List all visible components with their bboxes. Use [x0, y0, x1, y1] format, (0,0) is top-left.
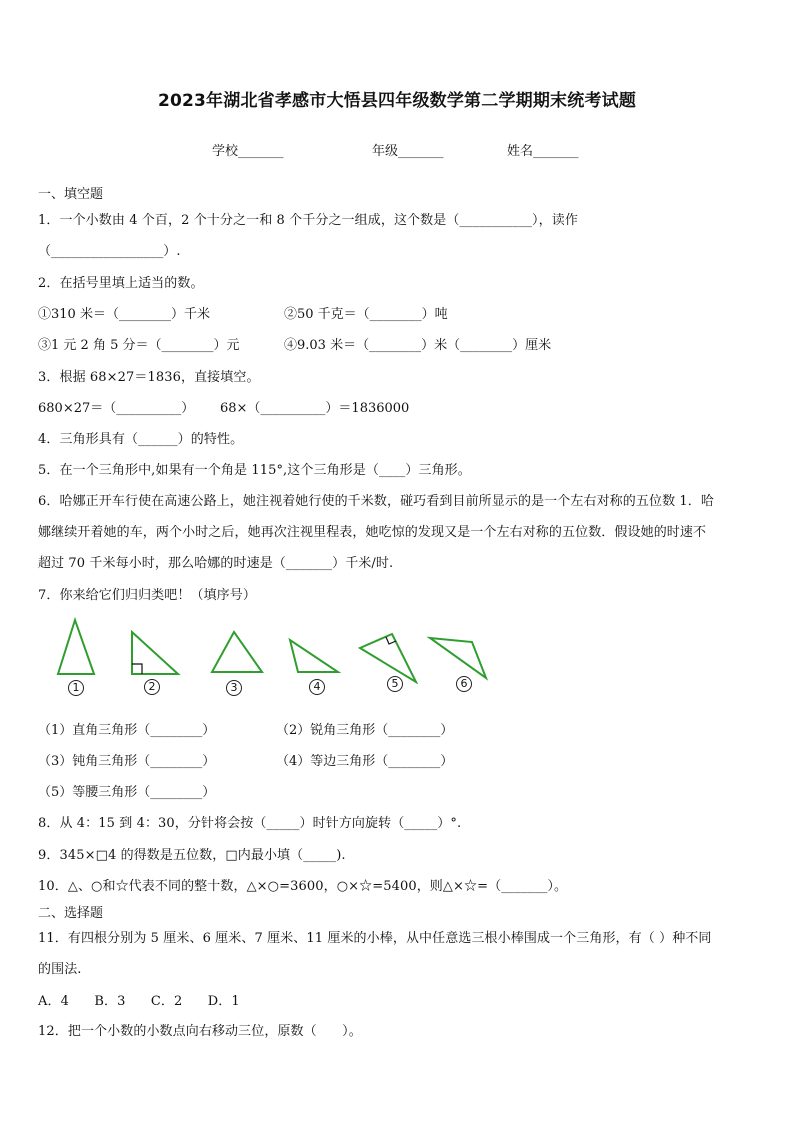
- question-3-a: 680×27＝（__________）: [38, 401, 195, 416]
- page-title: 2023年湖北省孝感市大悟县四年级数学第二学期期末统考试题: [157, 91, 637, 111]
- question-12: 12．把一个小数的小数点向右移动三位，原数（ ）。: [38, 1024, 362, 1039]
- triangle-label-2: 2: [144, 679, 160, 695]
- triangle-3: [212, 632, 262, 672]
- question-7-stem: 7．你来给它们归归类吧！（填序号）: [38, 588, 256, 603]
- triangle-1: [58, 620, 94, 674]
- question-1-line-1: 1．一个小数由 4 个百，2 个十分之一和 8 个千分之一组成，这个数是（___________），读作: [38, 213, 578, 228]
- triangle-label-5: 5: [387, 676, 403, 692]
- question-3-stem: 3．根据 68×27＝1836，直接填空。: [38, 370, 260, 385]
- question-2-stem: 2．在括号里填上适当的数。: [38, 276, 204, 291]
- name-field: 姓名_______: [507, 144, 579, 159]
- grade-field: 年级_______: [372, 144, 444, 159]
- question-4: 4．三角形具有（______）的特性。: [38, 432, 244, 447]
- question-2-d: ④9.03 米＝（________）米（________）厘米: [284, 338, 552, 353]
- question-7-c: （3）钝角三角形（________）: [38, 754, 216, 769]
- question-2-a: ①310 米＝（________）千米: [38, 307, 210, 322]
- triangle-label-3: 3: [226, 680, 242, 696]
- section-multiple-choice: 二、选择题: [38, 906, 104, 921]
- question-7-b: （2）锐角三角形（________）: [276, 723, 454, 738]
- question-2-c: ③1 元 2 角 5 分＝（________）元: [38, 338, 240, 353]
- triangle-label-6: 6: [456, 676, 472, 692]
- question-1-line-2: （_________________）.: [38, 244, 181, 259]
- question-9: 9．345×□4 的得数是五位数，□内最小填（_____).: [38, 848, 346, 863]
- question-6-line-3: 超过 70 千米每小时，那么哈娜的时速是（_______）千米/时.: [38, 556, 394, 571]
- question-11-line-2: 的围法.: [38, 962, 82, 977]
- triangles-figure: [40, 612, 510, 684]
- triangle-2: [132, 632, 178, 674]
- question-7-a: （1）直角三角形（________）: [38, 723, 216, 738]
- triangle-6: [430, 638, 486, 678]
- triangle-4: [290, 640, 338, 672]
- triangle-label-4: 4: [309, 679, 325, 695]
- question-11-line-1: 11．有四根分别为 5 厘米、6 厘米、7 厘米、11 厘米的小棒，从中任意选三根小棒围成一个三角形，有（ ）种不同: [38, 931, 712, 946]
- question-7-d: （4）等边三角形（________）: [276, 754, 454, 769]
- question-11-options: A．4 B．3 C．2 D．1: [38, 994, 240, 1009]
- section-fill-blank: 一、填空题: [38, 187, 104, 202]
- question-10: 10．△、○和☆代表不同的整十数，△×○=3600，○×☆=5400，则△×☆=（_______）。: [38, 879, 568, 894]
- question-6-line-1: 6．哈娜正开车行使在高速公路上，她注视着她行使的千米数，碰巧看到目前所显示的是一个左右对称的五位数 1．哈: [38, 494, 714, 509]
- question-6-line-2: 娜继续开着她的车，两个小时之后，她再次注视里程表，她吃惊的发现又是一个左右对称的五位数．假设她的时速不: [38, 525, 707, 540]
- triangle-label-1: 1: [68, 680, 84, 696]
- school-field: 学校_______: [212, 144, 284, 159]
- question-7-e: （5）等腰三角形（________）: [38, 785, 216, 800]
- question-5: 5．在一个三角形中,如果有一个角是 115°,这个三角形是（____）三角形。: [38, 463, 471, 478]
- question-3-b: 68×（__________）＝1836000: [220, 401, 410, 416]
- question-2-b: ②50 千克＝（________）吨: [284, 307, 448, 322]
- question-8: 8．从 4：15 到 4：30，分针将会按（_____）时针方向旋转（_____）°.: [38, 816, 462, 831]
